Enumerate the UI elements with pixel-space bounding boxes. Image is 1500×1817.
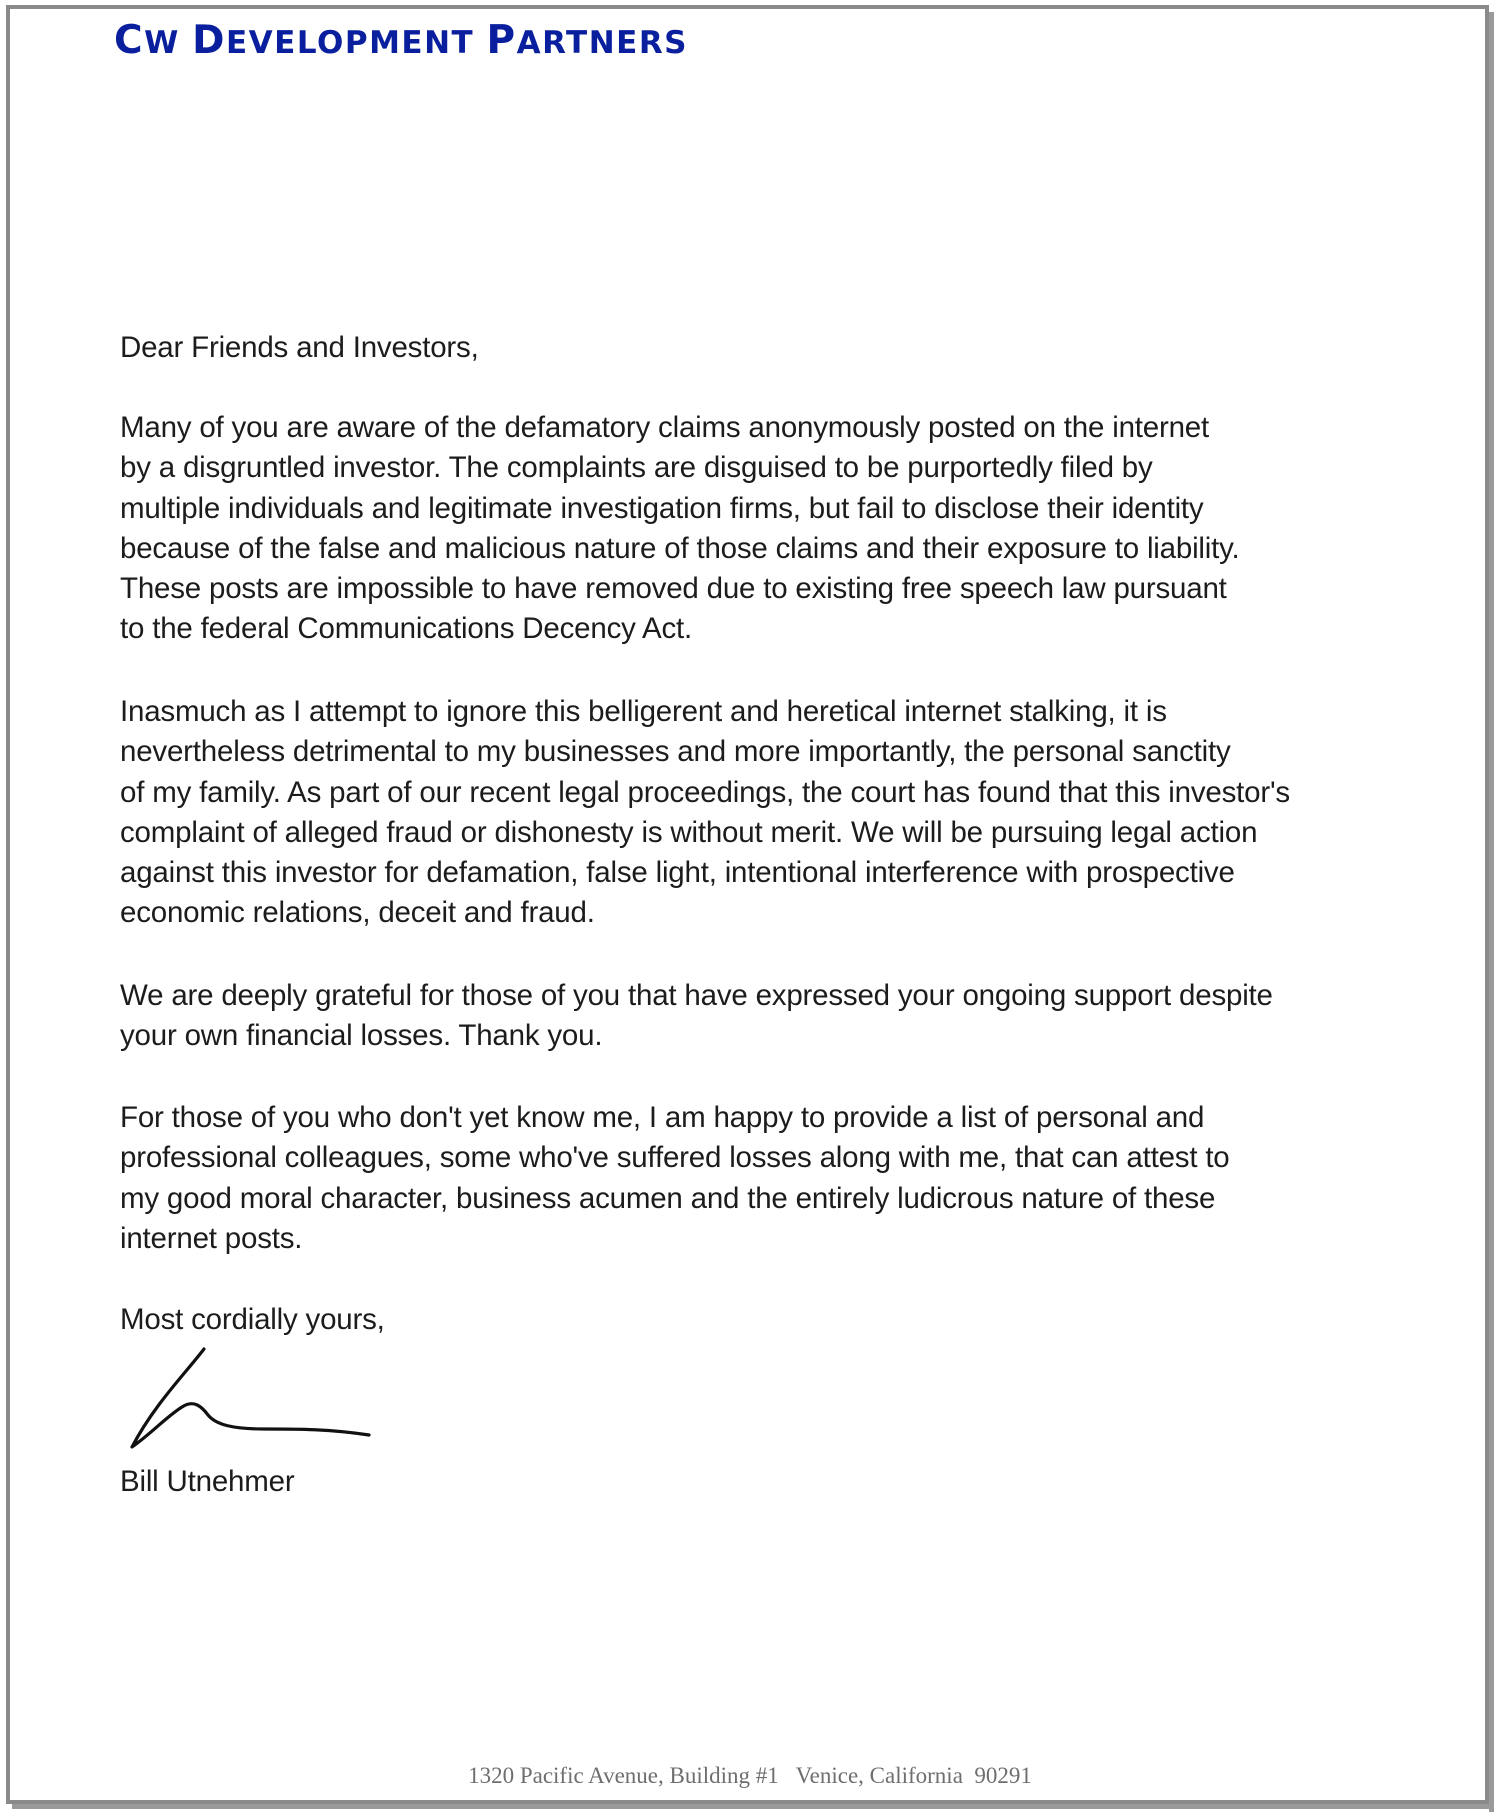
paragraph-line: We are deeply grateful for those of you that have expressed your ongoing support despite: [120, 979, 1273, 1012]
closing-text: Most cordially yours,: [120, 1303, 385, 1336]
paragraph-line: against this investor for defamation, false light, intentional interference with prospective: [120, 856, 1235, 890]
salutation: [120, 328, 479, 368]
paragraph-line: internet posts.: [120, 1221, 303, 1255]
signer-name: [120, 1462, 294, 1502]
footer-address: 1320 Pacific Avenue, Building #1 Venice, California 90291: [468, 1763, 1032, 1788]
letterhead-rest: EVELOPMENT: [226, 25, 487, 61]
paragraph-line: These posts are impossible to have removed due to existing free speech law pursuant: [120, 572, 1227, 606]
letterhead-initial: C: [114, 18, 145, 63]
paragraph-line: your own financial losses. Thank you.: [120, 1019, 603, 1053]
closing: [120, 1300, 385, 1340]
page-shadow-right: [1489, 12, 1494, 1812]
paragraph-3: [120, 976, 1273, 1057]
signer-name-text: Bill Utnehmer: [120, 1465, 295, 1498]
paragraph-line: because of the false and malicious nature of those claims and their exposure to liability.: [120, 531, 1240, 565]
letterhead-rest: ARTNERS: [516, 25, 689, 61]
paragraph-line: Inasmuch as I attempt to ignore this belligerent and heretical internet stalking, it is: [120, 695, 1167, 728]
paragraph-2: [120, 692, 1290, 934]
letterhead-rest: W: [144, 25, 193, 61]
paragraph-line: For those of you who don't yet know me, I am happy to provide a list of personal and: [120, 1101, 1205, 1134]
paragraph-line: my good moral character, business acumen and the entirely ludicrous nature of these: [120, 1181, 1216, 1215]
paragraph-line: nevertheless detrimental to my businesses and more importantly, the personal sanctity: [120, 735, 1231, 769]
signature-icon: [124, 1345, 374, 1455]
page-shadow-bottom: [12, 1804, 1494, 1809]
salutation-text: Dear Friends and Investors,: [120, 331, 479, 364]
letterhead-initial: D: [192, 18, 226, 63]
paragraph-1: [120, 408, 1239, 650]
letterhead-company-name: [114, 18, 688, 63]
paragraph-line: economic relations, deceit and fraud.: [120, 896, 595, 930]
paragraph-line: by a disgruntled investor. The complaints are disguised to be purportedly filed by: [120, 451, 1153, 485]
paragraph-line: of my family. As part of our recent legal proceedings, the court has found that this investor's: [120, 775, 1290, 809]
paragraph-4: [120, 1098, 1230, 1259]
paragraph-line: multiple individuals and legitimate investigation firms, but fail to disclose their identity: [120, 491, 1204, 525]
paragraph-line: Many of you are aware of the defamatory claims anonymously posted on the internet: [120, 411, 1210, 444]
paragraph-line: to the federal Communications Decency Act.: [120, 612, 693, 646]
paragraph-line: professional colleagues, some who've suffered losses along with me, that can attest to: [120, 1141, 1230, 1175]
paragraph-line: complaint of alleged fraud or dishonesty is without merit. We will be pursuing legal action: [120, 815, 1258, 849]
letterhead-initial: P: [486, 18, 517, 63]
